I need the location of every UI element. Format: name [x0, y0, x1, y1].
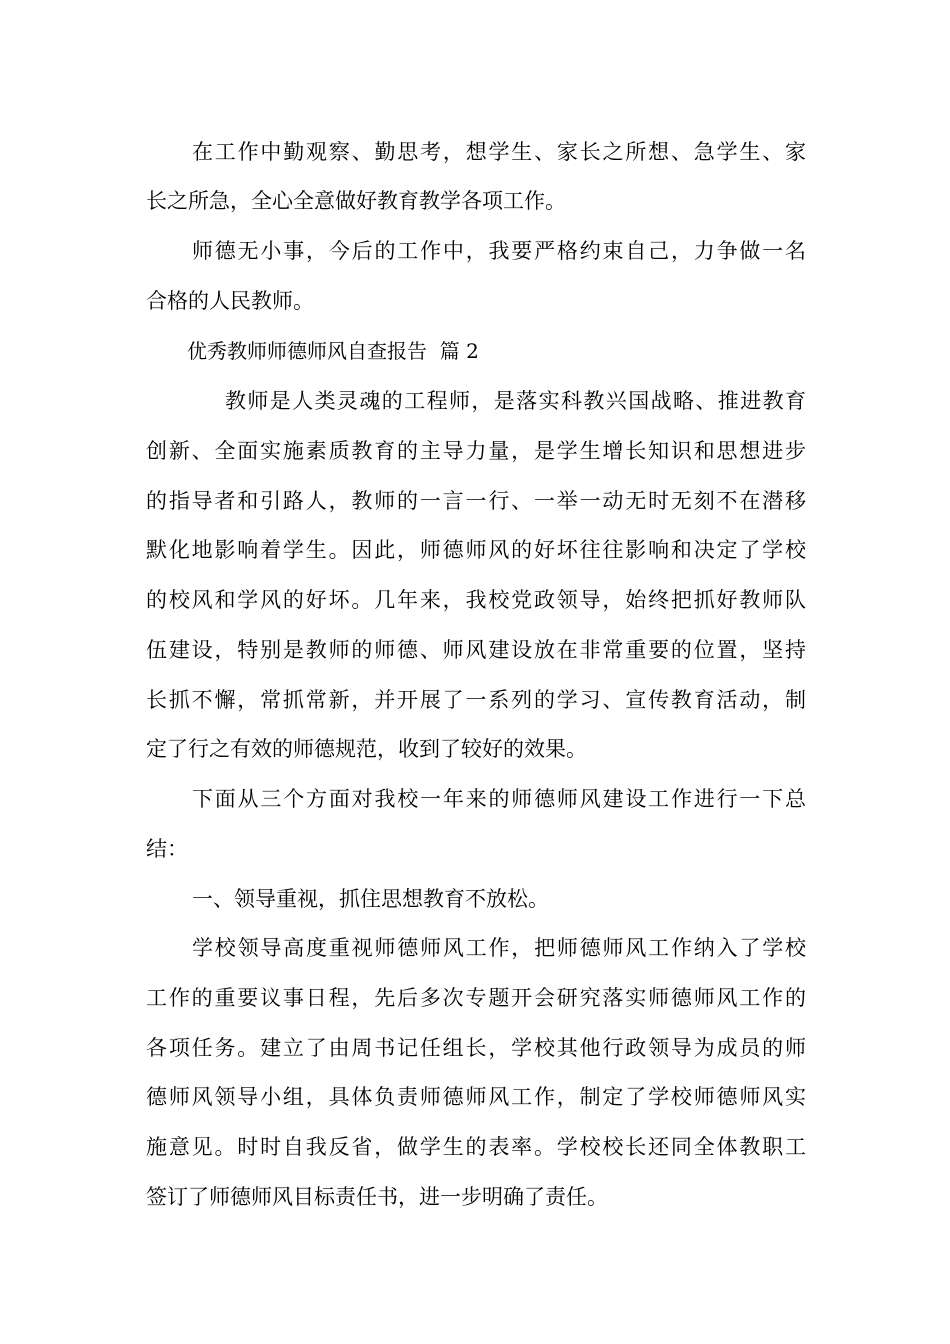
- paragraph-6-line-2: 工作的重要议事日程，先后多次专题开会研究落实师德师风工作的: [146, 986, 806, 1010]
- paragraph-3-line-7: 长抓不懈，常抓常新，并开展了一系列的学习、宣传教育活动，制: [146, 688, 806, 712]
- paragraph-2-line-2: 合格的人民教师。: [146, 289, 314, 313]
- paragraph-3-line-1: 教师是人类灵魂的工程师，是落实科教兴国战略、推进教育: [225, 389, 806, 413]
- paragraph-6-line-3: 各项任务。建立了由周书记任组长，学校其他行政领导为成员的师: [146, 1036, 806, 1060]
- paragraph-3-line-4: 默化地影响着学生。因此，师德师风的好坏往往影响和决定了学校: [146, 538, 806, 562]
- paragraph-3-line-6: 伍建设，特别是教师的师德、师风建设放在非常重要的位置，坚持: [146, 638, 806, 662]
- section-heading: 优秀教师师德师风自查报告 篇 2: [187, 339, 479, 363]
- paragraph-6-line-4: 德师风领导小组，具体负责师德师风工作，制定了学校师德师风实: [146, 1085, 806, 1109]
- paragraph-6-line-6: 签订了师德师风目标责任书，进一步明确了责任。: [146, 1185, 608, 1209]
- paragraph-3-line-2: 创新、全面实施素质教育的主导力量，是学生增长知识和思想进步: [146, 439, 806, 463]
- paragraph-6-line-1: 学校领导高度重视师德师风工作，把师德师风工作纳入了学校: [192, 936, 806, 960]
- paragraph-4-line-2: 结：: [146, 837, 188, 861]
- paragraph-3-line-5: 的校风和学风的好坏。几年来，我校党政领导，始终把抓好教师队: [146, 588, 806, 612]
- paragraph-2-line-1: 师德无小事，今后的工作中，我要严格约束自己，力争做一名: [192, 239, 806, 263]
- subheading-1: 一、领导重视，抓住思想教育不放松。: [192, 887, 549, 911]
- paragraph-4-line-1: 下面从三个方面对我校一年来的师德师风建设工作进行一下总: [192, 787, 806, 811]
- paragraph-1-line-2: 长之所急，全心全意做好教育教学各项工作。: [146, 189, 566, 213]
- paragraph-3-line-8: 定了行之有效的师德规范，收到了较好的效果。: [146, 737, 587, 761]
- paragraph-1-line-1: 在工作中勤观察、勤思考，想学生、家长之所想、急学生、家: [192, 140, 806, 164]
- paragraph-6-line-5: 施意见。时时自我反省，做学生的表率。学校校长还同全体教职工: [146, 1135, 806, 1159]
- paragraph-3-line-3: 的指导者和引路人，教师的一言一行、一举一动无时无刻不在潜移: [146, 489, 806, 513]
